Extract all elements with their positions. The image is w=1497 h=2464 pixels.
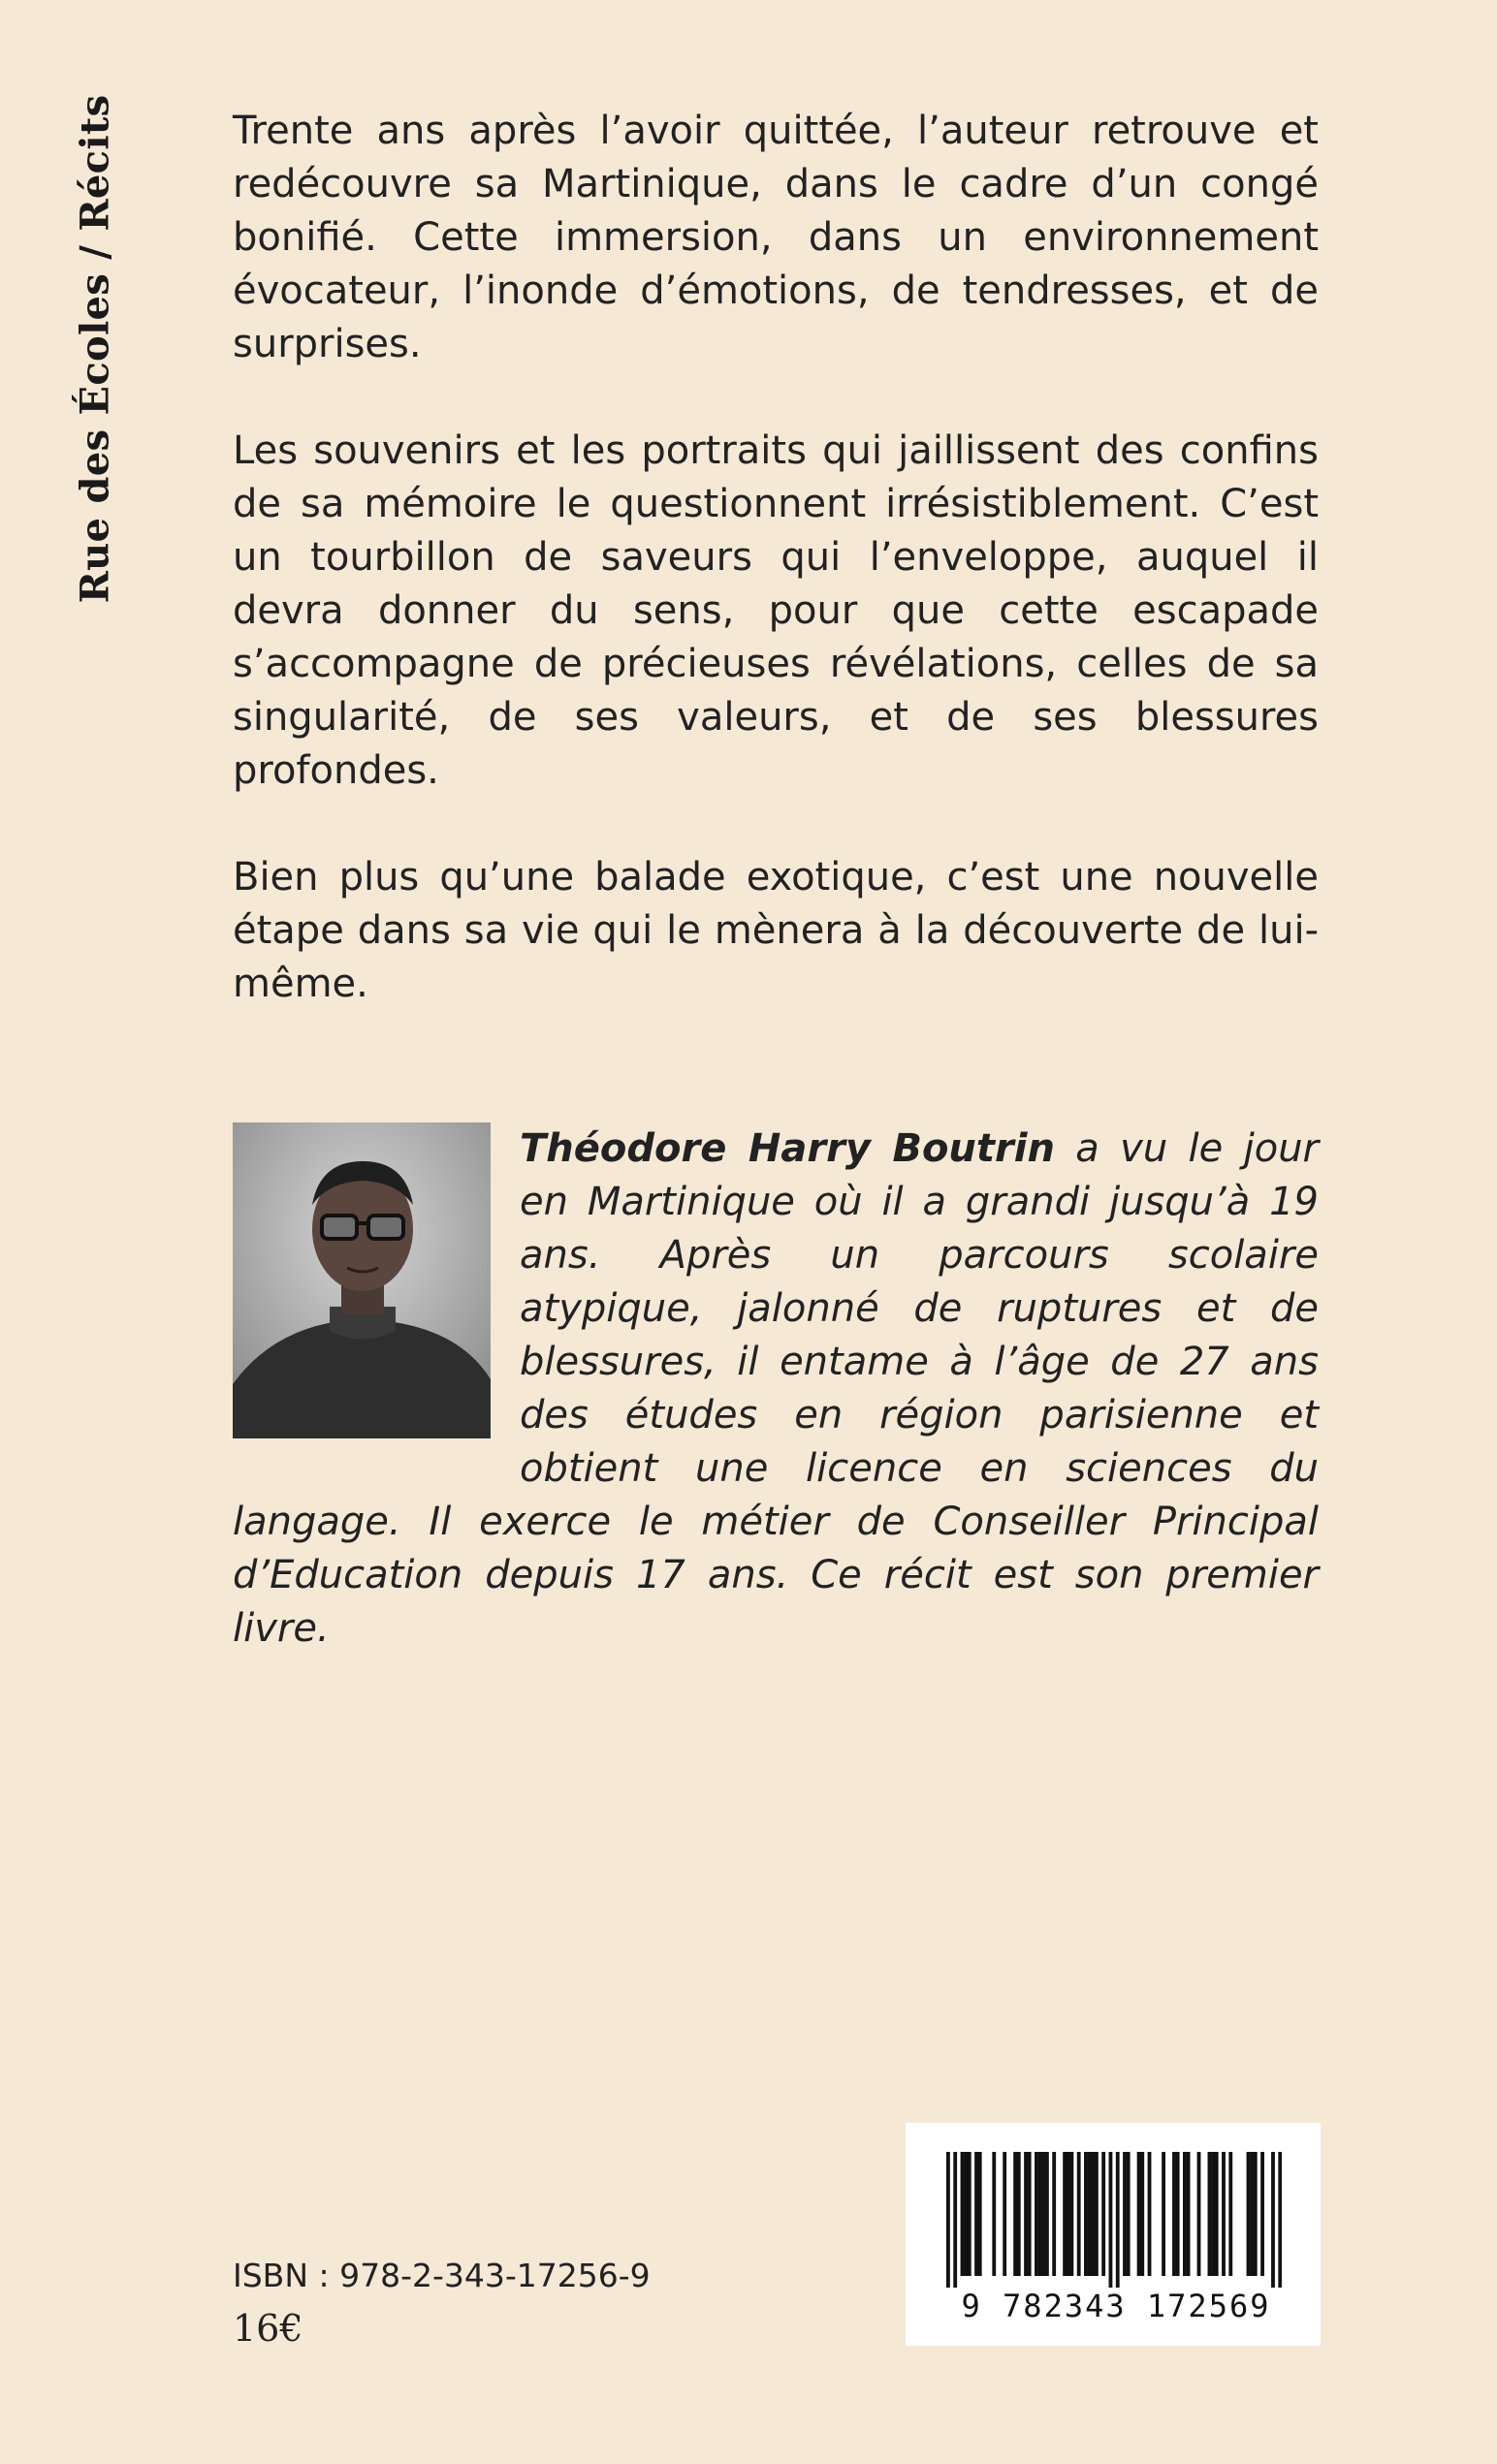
barcode-bar [1045, 2152, 1049, 2276]
barcode-bar [974, 2152, 978, 2276]
barcode-bar [992, 2152, 996, 2276]
barcode-bar [1208, 2152, 1212, 2276]
barcode-bar [1172, 2152, 1176, 2276]
book-summary [233, 105, 1319, 1064]
barcode-bar [1148, 2152, 1152, 2276]
barcode-bar [1052, 2152, 1056, 2276]
barcode-bar [1127, 2152, 1131, 2276]
barcode-bar [1140, 2152, 1144, 2276]
barcode-bar [1003, 2152, 1006, 2276]
barcode-bar [1197, 2152, 1201, 2276]
barcode-bar [1228, 2152, 1232, 2276]
barcode-bar [1247, 2152, 1251, 2276]
barcode-bar [1101, 2152, 1105, 2276]
barcode-bar [1260, 2152, 1264, 2276]
author-name: Théodore Harry Boutrin [520, 1126, 1055, 1171]
barcode-bar [1024, 2152, 1028, 2276]
barcode-bar [1215, 2152, 1219, 2276]
summary-paragraph: Bien plus qu’une balade exotique, c’est une nouvelle étape dans sa vie qui le mènera à la découverte de lui-même. [233, 855, 1319, 1006]
barcode-bar [1013, 2152, 1017, 2276]
barcode-bar [1162, 2152, 1165, 2276]
summary-paragraph: Trente ans après l’avoir quittée, l’auteur retrouve et redécouvre sa Martinique, dans le cadre d’un congé bonifié. Cette immersion, dans un environnement évocateur, l’inonde d’émotions, de tendresses, et de surprises. [233, 109, 1319, 366]
barcode-digits: 9 782343 172569 [961, 2288, 1271, 2324]
barcode-bar [1038, 2152, 1042, 2276]
spine-collection-label [56, 94, 134, 604]
barcode-bar [1067, 2152, 1070, 2276]
barcode-bar [1222, 2152, 1226, 2276]
barcode-bar [1041, 2152, 1045, 2276]
barcode-bar [978, 2152, 982, 2276]
barcode-bar [961, 2152, 965, 2276]
barcode-bar [1091, 2152, 1095, 2276]
barcode-bar [1095, 2152, 1099, 2276]
barcode-bar [1109, 2152, 1113, 2288]
barcode-bar [1176, 2152, 1180, 2276]
barcode-bar [1211, 2152, 1215, 2276]
summary-paragraph: Les souvenirs et les portraits qui jaillissent des confins de sa mémoire le questionnent irrésistiblement. C’est un tourbillon de saveurs qui l’enveloppe, auquel il devra donner du sens, pour que cette escapade s’accompagne de précieuses révélations, celles de sa singularité, de ses valeurs, et de ses blessures profondes. [233, 428, 1319, 793]
barcode-bar [1123, 2152, 1127, 2276]
barcode-bar [1017, 2152, 1021, 2276]
barcode-bar [964, 2152, 968, 2276]
author-bio-text: a vu le jour en Martinique où il a grandi jusqu’à 19 ans. Après un parcours scolaire atypique, jalonné de ruptures et de blessures, il entame à l’âge de 27 ans des études en région parisienne et obtient une licence en sciences du langage. Il exerce le métier de Conseiller Principal d’Education depuis 17 ans. Ce récit est son premier livre. [233, 1126, 1320, 1651]
barcode-bar [946, 2152, 950, 2288]
barcode-bar [1271, 2152, 1275, 2288]
barcode-bar [1035, 2152, 1038, 2276]
barcode-bar [1183, 2152, 1187, 2276]
barcode-bar [968, 2152, 971, 2276]
barcode-bar [1137, 2152, 1141, 2276]
barcode-bar [1187, 2152, 1191, 2276]
barcode-bar [1084, 2152, 1088, 2276]
barcode-bar [1278, 2152, 1282, 2288]
barcode-bar [953, 2152, 957, 2288]
isbn: ISBN : 978-2-343-17256-9 [233, 2257, 651, 2294]
barcode-bar [1077, 2152, 1081, 2276]
collection-name: Rue des Écoles / Récits [72, 94, 118, 604]
barcode-bar [1069, 2152, 1073, 2276]
barcode-bar [1250, 2152, 1254, 2276]
author-photo [233, 1122, 491, 1438]
barcode-bar [1063, 2152, 1067, 2276]
barcode-bar [1088, 2152, 1092, 2276]
barcode-bars [946, 2152, 1282, 2288]
price: 16€ [233, 2307, 303, 2350]
barcode-bar [1254, 2152, 1258, 2276]
barcode-bar [1116, 2152, 1120, 2288]
barcode-bar [1028, 2152, 1032, 2276]
barcode [906, 2123, 1321, 2346]
author-bio [233, 1122, 1319, 1656]
